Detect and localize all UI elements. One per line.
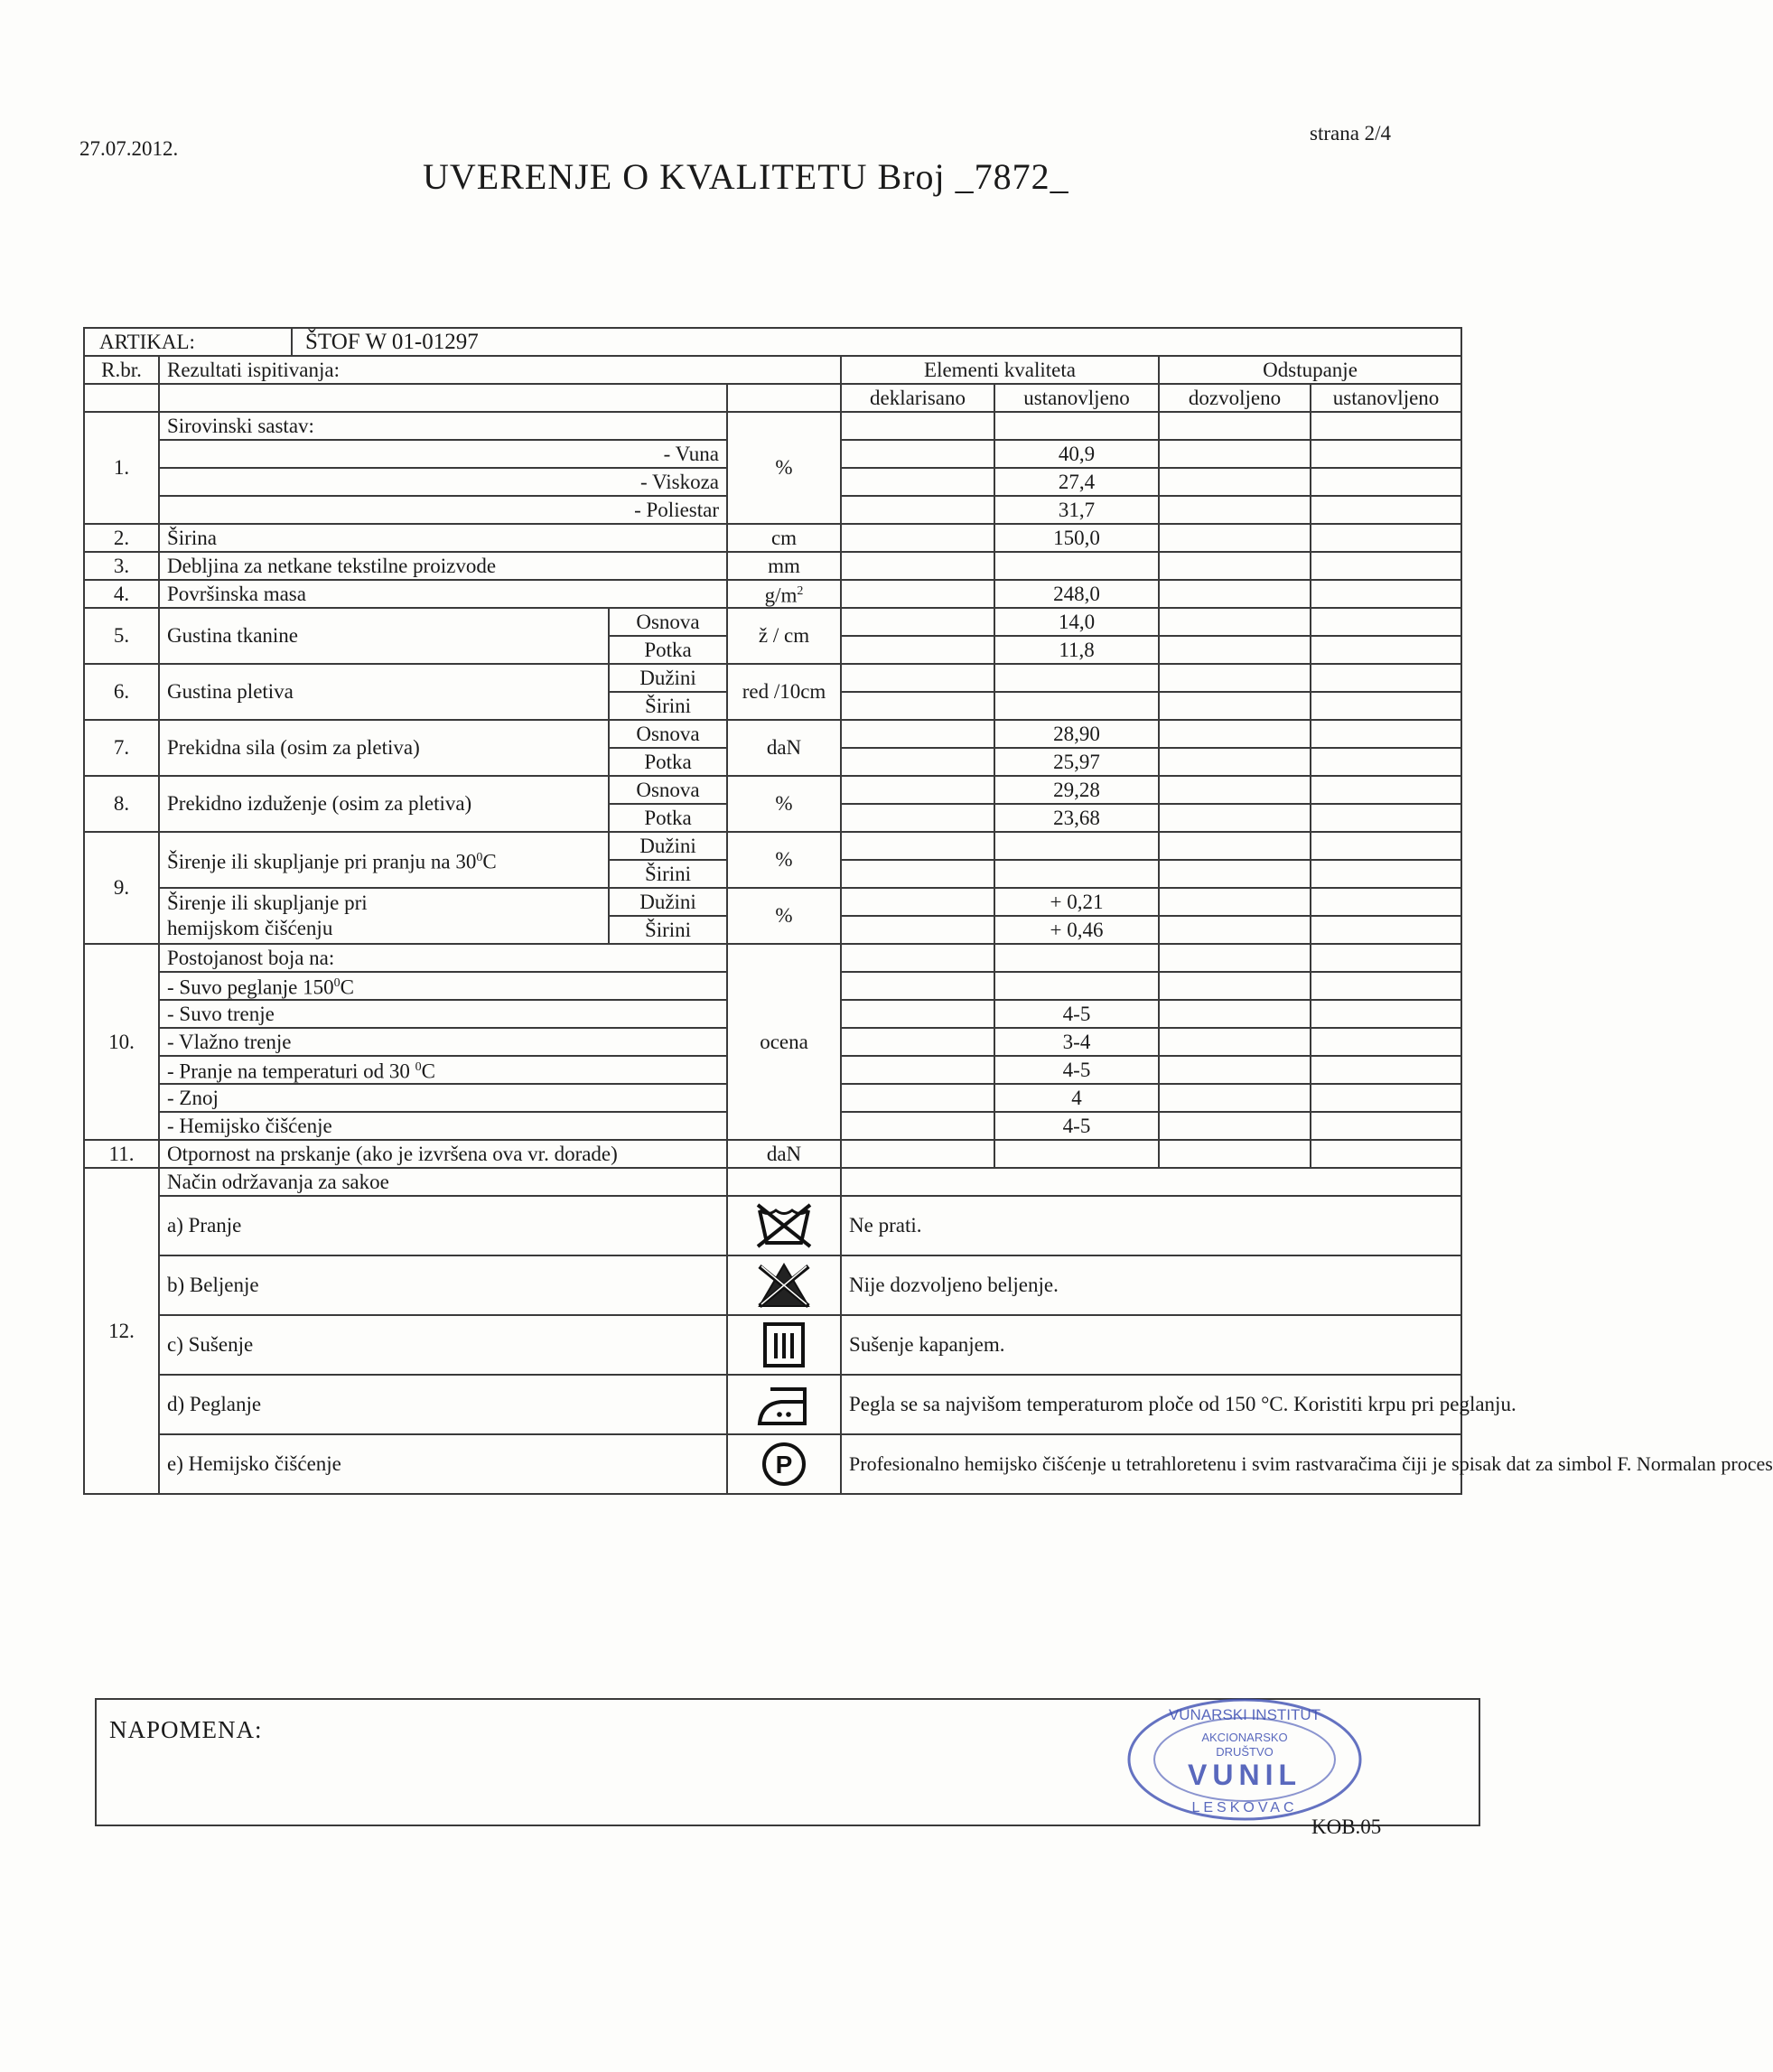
row-sublabel: Osnova xyxy=(609,776,727,804)
row-number: 5. xyxy=(84,608,159,664)
care-label: a) Pranje xyxy=(159,1196,727,1255)
do-not-wash-icon xyxy=(727,1196,841,1255)
care-instruction: Profesionalno hemijsko čišćenje u tetrahloretenu i svim rastvaračima čiji je spisak dat za simbol F. Normalan proces xyxy=(841,1434,1461,1494)
care-label: b) Beljenje xyxy=(159,1255,727,1315)
svg-text:AKCIONARSKO: AKCIONARSKO xyxy=(1201,1731,1288,1744)
row-unit: % xyxy=(727,832,841,888)
care-instruction: Nije dozvoljeno beljenje. xyxy=(841,1255,1461,1315)
row-sublabel: Širini xyxy=(609,692,727,720)
row-sublabel: Dužini xyxy=(609,888,727,916)
row-sublabel: Osnova xyxy=(609,720,727,748)
table-row xyxy=(84,1140,1461,1168)
row-label: Širenje ili skupljanje pri hemijskom čišćenju xyxy=(159,888,609,944)
row-sublabel: Dužini xyxy=(609,664,727,692)
row-unit: % xyxy=(727,888,841,944)
table-row xyxy=(84,888,1461,916)
row-value: 4 xyxy=(994,1084,1159,1112)
care-row xyxy=(84,1255,1461,1315)
svg-text:DRUŠTVO: DRUŠTVO xyxy=(1216,1745,1274,1759)
note-label: NAPOMENA: xyxy=(109,1716,263,1743)
row-number: 8. xyxy=(84,776,159,832)
col-rbr: R.br. xyxy=(84,356,159,384)
iron-medium-icon xyxy=(727,1375,841,1434)
table-row xyxy=(84,580,1461,608)
row-sublabel: - Znoj xyxy=(159,1084,727,1112)
row-value: 31,7 xyxy=(994,496,1159,524)
col-results: Rezultati ispitivanja: xyxy=(159,356,841,384)
svg-text:VUNARSKI INSTITUT: VUNARSKI INSTITUT xyxy=(1168,1706,1321,1723)
care-label: c) Sušenje xyxy=(159,1315,727,1375)
row-sublabel: - Pranje na temperaturi od 30 $^0$C xyxy=(159,1056,727,1084)
column-header-row-1 xyxy=(84,356,1461,384)
row-label: Širina xyxy=(159,524,727,552)
svg-text:LESKOVAC: LESKOVAC xyxy=(1191,1800,1298,1815)
row-number: 9. xyxy=(84,832,159,944)
dry-clean-p-icon xyxy=(727,1434,841,1494)
row-value: + 0,46 xyxy=(994,916,1159,944)
document-title: UVERENJE O KVALITETU Broj _7872_ xyxy=(423,156,1069,197)
row-unit: daN xyxy=(727,1140,841,1168)
care-row xyxy=(84,1315,1461,1375)
care-row xyxy=(84,1375,1461,1434)
row-label: Prekidna sila (osim za pletiva) xyxy=(159,720,609,776)
row-unit: % xyxy=(727,412,841,524)
table-row xyxy=(84,664,1461,692)
table-row xyxy=(84,552,1461,580)
row-number: 3. xyxy=(84,552,159,580)
row-label: Prekidno izduženje (osim za pletiva) xyxy=(159,776,609,832)
row-value: 14,0 xyxy=(994,608,1159,636)
row-sublabel: Potka xyxy=(609,748,727,776)
row-unit: ž / cm xyxy=(727,608,841,664)
row-value: 3-4 xyxy=(994,1028,1159,1056)
quality-table xyxy=(83,327,1773,1495)
row-value: 40,9 xyxy=(994,440,1159,468)
row-sublabel: - Suvo trenje xyxy=(159,1000,727,1028)
row-label: Sirovinski sastav: xyxy=(159,412,727,440)
row-value: 11,8 xyxy=(994,636,1159,664)
col-allowed: dozvoljeno xyxy=(1159,384,1311,412)
row-sublabel: - Vuna xyxy=(159,440,727,468)
row-value: 4-5 xyxy=(994,1112,1159,1140)
row-unit: mm xyxy=(727,552,841,580)
row-value: 4-5 xyxy=(994,1000,1159,1028)
row-label: Postojanost boja na: xyxy=(159,944,727,972)
row-label: Gustina pletiva xyxy=(159,664,609,720)
row-value: 29,28 xyxy=(994,776,1159,804)
institute-stamp xyxy=(1118,1687,1371,1836)
row-value: 150,0 xyxy=(994,524,1159,552)
row-value: 25,97 xyxy=(994,748,1159,776)
row-unit: % xyxy=(727,776,841,832)
care-instruction: Sušenje kapanjem. xyxy=(841,1315,1461,1375)
row-number: 7. xyxy=(84,720,159,776)
row-number: 6. xyxy=(84,664,159,720)
care-label: e) Hemijsko čišćenje xyxy=(159,1434,727,1494)
row-unit: red /10cm xyxy=(727,664,841,720)
svg-text:P: P xyxy=(775,1451,793,1479)
col-elements: Elementi kvaliteta xyxy=(841,356,1159,384)
row-sublabel: - Vlažno trenje xyxy=(159,1028,727,1056)
row-sublabel: - Suvo peglanje $150^0C$ xyxy=(159,972,727,1000)
row-sublabel: Potka xyxy=(609,636,727,664)
row-value: 4-5 xyxy=(994,1056,1159,1084)
table-row xyxy=(84,412,1461,440)
do-not-bleach-icon xyxy=(727,1255,841,1315)
row-unit: daN xyxy=(727,720,841,776)
row-number: 1. xyxy=(84,412,159,524)
row-number: 4. xyxy=(84,580,159,608)
row-number: 11. xyxy=(84,1140,159,1168)
row-sublabel: Potka xyxy=(609,804,727,832)
svg-text:VUNIL: VUNIL xyxy=(1188,1759,1302,1791)
row-sublabel: Dužini xyxy=(609,832,727,860)
row-unit: cm xyxy=(727,524,841,552)
table-row xyxy=(84,608,1461,636)
row-label: Debljina za netkane tekstilne proizvode xyxy=(159,552,727,580)
care-row xyxy=(84,1434,1461,1494)
care-row xyxy=(84,1196,1461,1255)
table-row xyxy=(84,720,1461,748)
row-value: 248,0 xyxy=(994,580,1159,608)
row-value: 27,4 xyxy=(994,468,1159,496)
column-header-row-2 xyxy=(84,384,1461,412)
row-label: Površinska masa xyxy=(159,580,727,608)
row-number: 12. xyxy=(84,1168,159,1494)
col-established: ustanovljeno xyxy=(994,384,1159,412)
row-value: + 0,21 xyxy=(994,888,1159,916)
document-date: 27.07.2012. xyxy=(79,137,179,160)
row-sublabel: - Hemijsko čišćenje xyxy=(159,1112,727,1140)
row-label: Način održavanja za sakoe xyxy=(159,1168,727,1196)
row-sublabel: Širini xyxy=(609,916,727,944)
table-row xyxy=(84,944,1461,972)
care-label: d) Peglanje xyxy=(159,1375,727,1434)
table-row xyxy=(84,524,1461,552)
row-number: 10. xyxy=(84,944,159,1140)
care-instruction: Pegla se sa najvišom temperaturom ploče od 150 °C. Koristiti krpu pri peglanju. xyxy=(841,1375,1461,1434)
row-sublabel: - Viskoza xyxy=(159,468,727,496)
care-instruction: Ne prati. xyxy=(841,1196,1461,1255)
row-label: Otpornost na prskanje (ako je izvršena ova vr. dorade) xyxy=(159,1140,727,1168)
page-number: strana 2/4 xyxy=(1310,122,1392,145)
row-sublabel: - Poliestar xyxy=(159,496,727,524)
row-label: Gustina tkanine xyxy=(159,608,609,664)
row-unit: ocena xyxy=(727,944,841,1140)
row-value: 23,68 xyxy=(994,804,1159,832)
article-value: ŠTOF W 01-01297 xyxy=(305,329,479,354)
row-sublabel: Osnova xyxy=(609,608,727,636)
row-sublabel: Širini xyxy=(609,860,727,888)
row-label: Širenje ili skupljanje pri pranju na $30^0C$ xyxy=(159,832,609,888)
col-declared: deklarisano xyxy=(841,384,994,412)
row-number: 2. xyxy=(84,524,159,552)
col-deviation: Odstupanje xyxy=(1159,356,1461,384)
article-row xyxy=(84,328,1461,356)
row-value: 28,90 xyxy=(994,720,1159,748)
article-label: ARTIKAL: xyxy=(85,329,293,355)
table-row xyxy=(84,832,1461,860)
table-row xyxy=(84,776,1461,804)
col-established-2: ustanovljeno xyxy=(1311,384,1461,412)
row-unit: $g/m^2$ xyxy=(727,580,841,608)
row-value xyxy=(994,972,1159,1000)
table-row xyxy=(84,1168,1461,1196)
form-code: KOB.05 xyxy=(1311,1815,1382,1838)
drip-dry-icon xyxy=(727,1315,841,1375)
